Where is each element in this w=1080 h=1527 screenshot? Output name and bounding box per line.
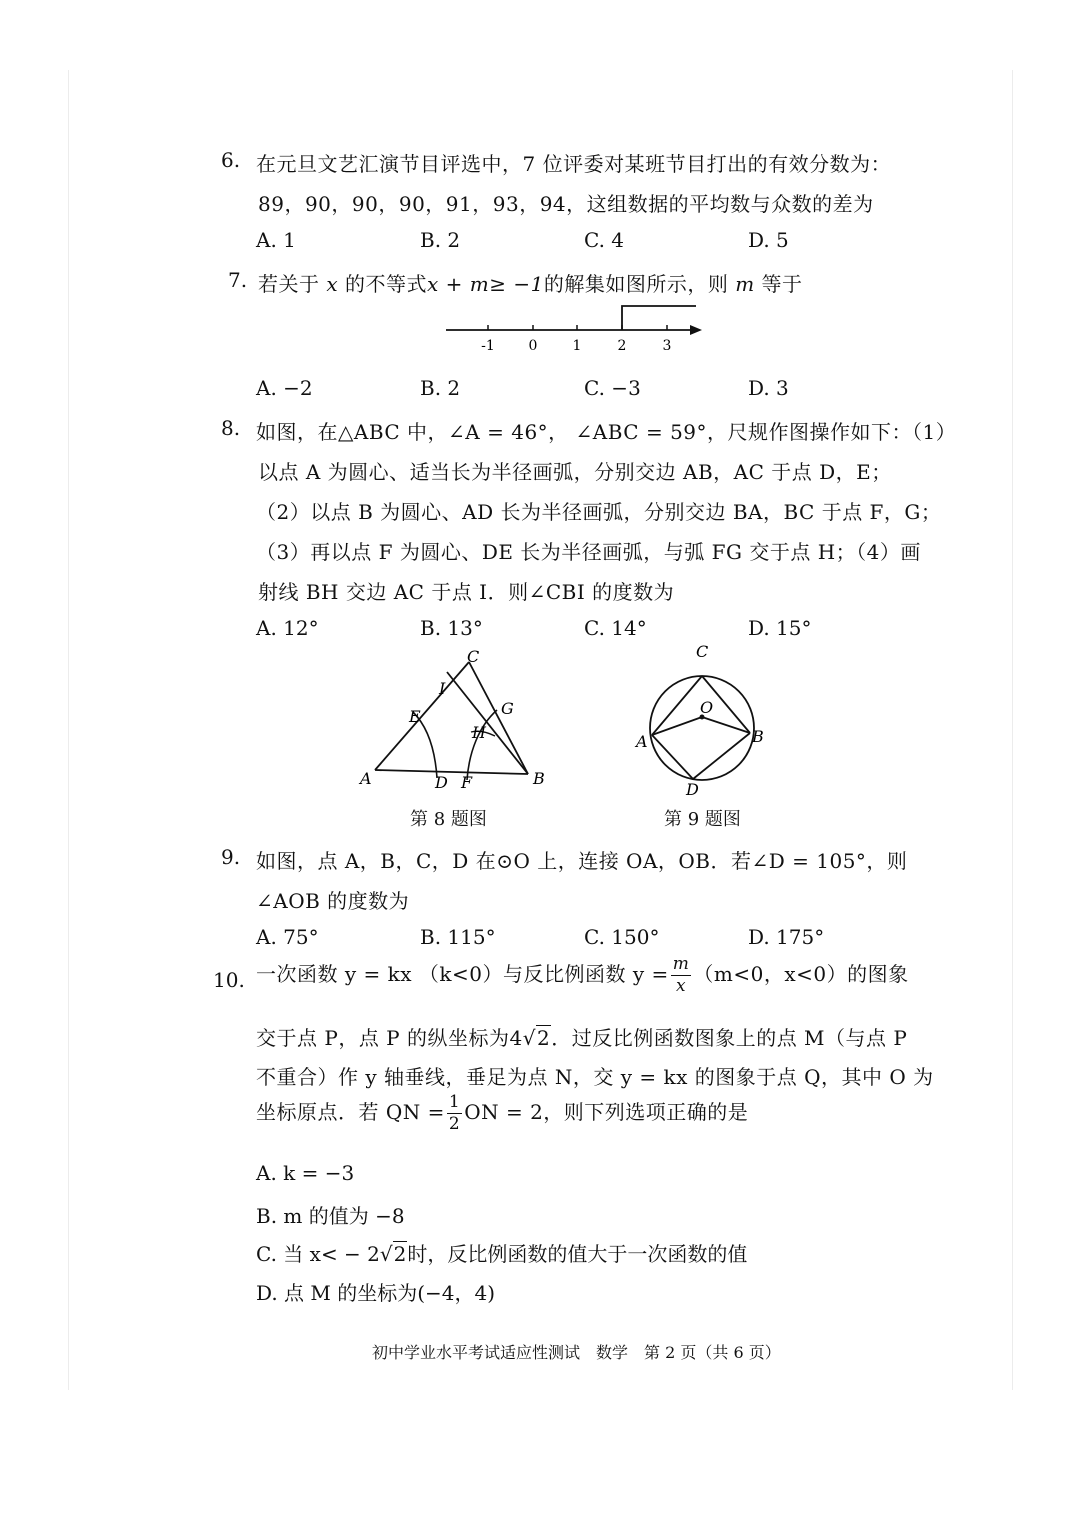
option-d: D. 点 M 的坐标为(−4，4) — [256, 1281, 496, 1305]
option-c: C. 14° — [584, 616, 647, 640]
tick-label: 0 — [528, 338, 538, 354]
question-text-line: 射线 BH 交边 AC 于点 I．则∠CBI 的度数为 — [258, 580, 675, 604]
option-b: B. 2 — [420, 376, 461, 400]
side-bc — [469, 662, 528, 774]
option-d: D. 5 — [748, 228, 789, 252]
question-number: 6. — [221, 148, 241, 172]
point-label-a: A — [360, 769, 372, 788]
side-ab — [375, 770, 528, 774]
question-text-line: 如图，在△ABC 中，∠A = 46°， ∠ABC = 59°，尺规作图操作如下：（1） — [256, 420, 957, 444]
option-c: C. 4 — [584, 228, 625, 252]
point-label-c: C — [467, 647, 480, 666]
number-line-arrow — [690, 325, 702, 335]
point-label-o: O — [700, 698, 714, 717]
option-c: C. −3 — [584, 376, 641, 400]
number-line-figure — [440, 300, 710, 360]
circle-o — [650, 676, 754, 780]
question-text-line: 不重合）作 y 轴垂线，垂足为点 N，交 y = kx 的图象于点 Q，其中 O 为 — [256, 1065, 934, 1089]
figure-caption: 第 8 题图 — [410, 809, 487, 830]
option-d: D. 15° — [748, 616, 812, 640]
option-a: A. 75° — [256, 925, 319, 949]
fraction-one-half: $\frac{1}{2}$ — [448, 1092, 461, 1134]
question-text-line: 一次函数 y = kx （k<0）与反比例函数 y = $\frac{m}{x}$ （m<0，x<0）的图象 — [256, 954, 909, 996]
page-footer: 初中学业水平考试适应性测试 数学 第 2 页（共 6 页） — [372, 1343, 781, 1362]
triangle-construction-figure — [355, 640, 555, 800]
question-text-line: 如图，点 A，B，C，D 在⊙O 上，连接 OA，OB．若∠D = 105°，则 — [256, 849, 908, 873]
point-label-c: C — [696, 642, 709, 661]
option-b: B. m 的值为 −8 — [256, 1204, 405, 1228]
question-text-line: 在元旦文艺汇演节目评选中，7 位评委对某班节目打出的有效分数为： — [256, 152, 892, 176]
question-number: 8. — [221, 416, 241, 440]
option-a: A. k = −3 — [256, 1161, 355, 1185]
tick-label: -1 — [481, 338, 495, 354]
option-d: D. 175° — [748, 925, 825, 949]
tick-label: 1 — [572, 338, 582, 354]
question-text-line: （2）以点 B 为圆心、AD 长为半径画弧，分别交边 BA，BC 于点 F，G； — [256, 500, 942, 524]
point-label-a: A — [636, 732, 648, 751]
figure-caption: 第 9 题图 — [664, 809, 741, 830]
ray-bh — [447, 672, 528, 774]
tick-label: 3 — [662, 338, 672, 354]
side-ac — [375, 662, 469, 770]
solution-set-bracket — [622, 306, 696, 330]
page-edge-right — [1012, 70, 1013, 1390]
option-b: B. 2 — [420, 228, 461, 252]
option-b: B. 115° — [420, 925, 496, 949]
question-text-line: 89，90，90，90，91，93，94，这组数据的平均数与众数的差为 — [258, 192, 874, 216]
option-a: A. 1 — [256, 228, 296, 252]
point-label-h: H — [472, 723, 486, 742]
question-text-line: 交于点 P，点 P 的纵坐标为4√2．过反比例函数图象上的点 M（与点 P — [256, 1026, 908, 1050]
point-label-i: I — [439, 679, 446, 698]
question-text-line: 以点 A 为圆心、适当长为半径画弧，分别交边 AB，AC 于点 D，E； — [258, 460, 892, 484]
page-edge-left — [68, 70, 69, 1390]
question-number: 10. — [213, 968, 245, 992]
question-number: 9. — [221, 845, 241, 869]
question-number: 7. — [228, 268, 248, 292]
point-label-d: D — [686, 780, 699, 799]
question-text-line: 坐标原点．若 QN = $\frac{1}{2}$ ON = 2，则下列选项正确的是 — [256, 1092, 749, 1134]
option-a: A. 12° — [256, 616, 319, 640]
question-text-line: （3）再以点 F 为圆心、DE 长为半径画弧，与弧 FG 交于点 H；（4）画 — [256, 540, 921, 564]
tick-label: 2 — [617, 338, 627, 354]
fraction-m-over-x: $\frac{m}{x}$ — [672, 954, 690, 996]
point-label-b: B — [752, 727, 764, 746]
option-d: D. 3 — [748, 376, 789, 400]
option-a: A. −2 — [256, 376, 313, 400]
circle-figure — [630, 635, 775, 800]
point-label-f: F — [461, 773, 473, 792]
point-label-b: B — [533, 769, 545, 788]
point-label-e: E — [409, 707, 421, 726]
chord-db — [693, 733, 750, 779]
option-b: B. 13° — [420, 616, 483, 640]
question-text-line: 若关于 x 的不等式x + m≥ −1的解集如图所示，则 m 等于 — [258, 272, 803, 296]
point-label-d: D — [435, 773, 448, 792]
arc-fg — [467, 710, 497, 780]
question-text-line: ∠AOB 的度数为 — [256, 889, 410, 913]
option-c: C. 150° — [584, 925, 660, 949]
option-c: C. 当 x< − 2√2时，反比例函数的值大于一次函数的值 — [256, 1242, 748, 1266]
point-label-g: G — [501, 699, 514, 718]
